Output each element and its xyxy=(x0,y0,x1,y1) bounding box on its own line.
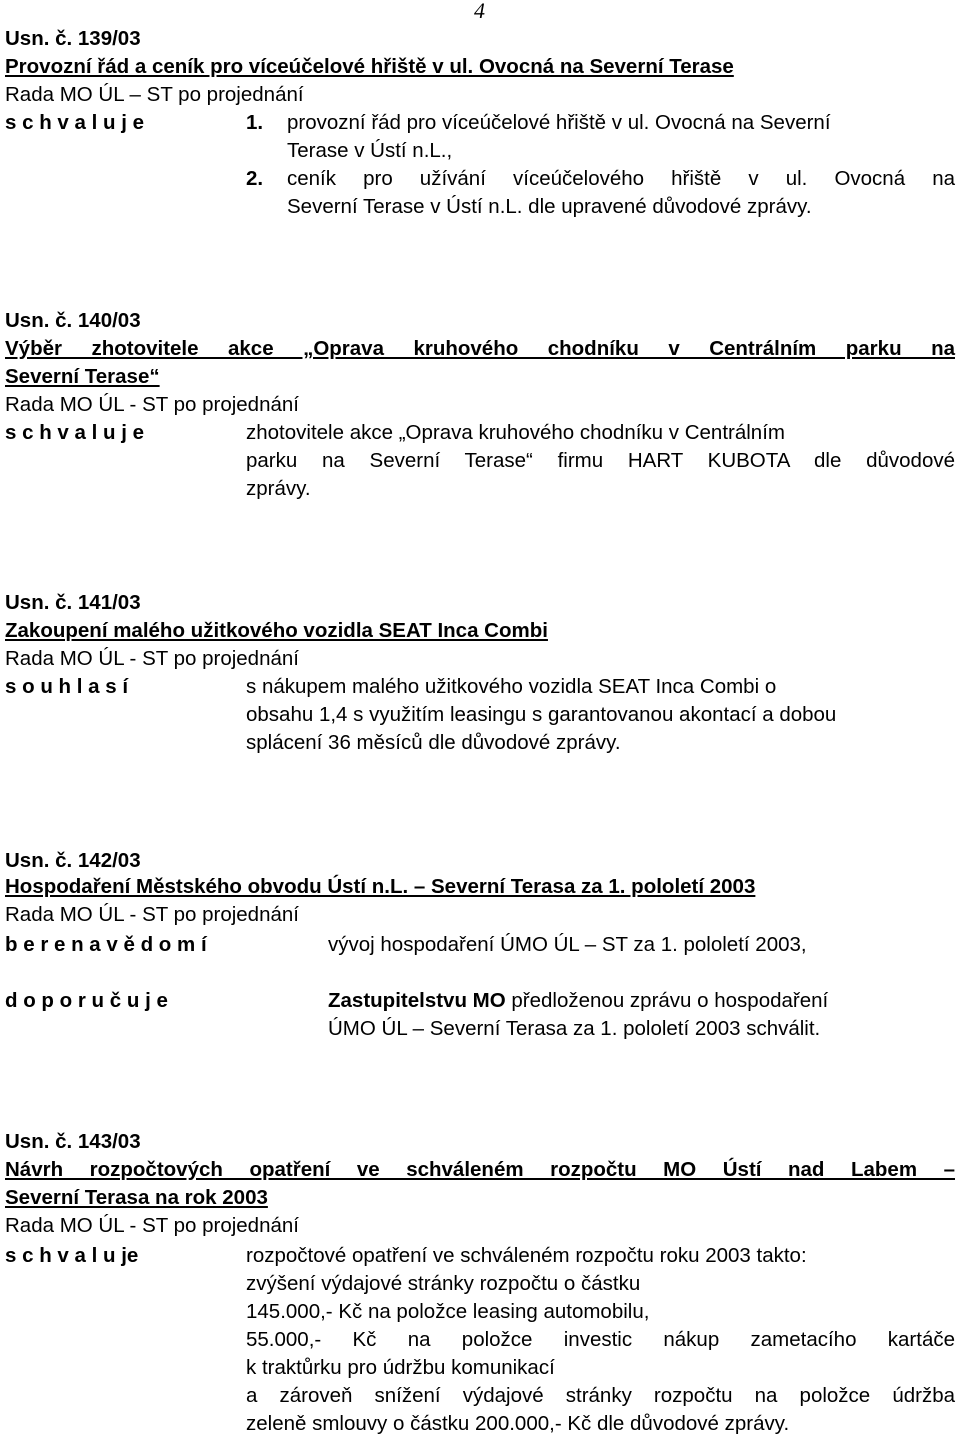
council-line: Rada MO ÚL - ST po projednání xyxy=(5,903,299,926)
resolution-text: zvýšení výdajové stránky rozpočtu o částku xyxy=(246,1272,641,1295)
resolution-text: vývoj hospodaření ÚMO ÚL – ST za 1. pololetí 2003, xyxy=(328,933,807,956)
resolution-verb: s c h v a l u j e xyxy=(5,111,145,134)
resolution-verb: s o u h l a s í xyxy=(5,675,129,698)
recipient-label: Zastupitelstvu MO xyxy=(328,989,506,1012)
resolution-number: Usn. č. 141/03 xyxy=(5,591,141,614)
council-line: Rada MO ÚL – ST po projednání xyxy=(5,83,304,106)
item-text: Severní Terase v Ústí n.L. dle upravené důvodové zprávy. xyxy=(287,195,812,218)
resolution-text: splácení 36 měsíců dle důvodové zprávy. xyxy=(246,731,621,754)
resolution-text: 55.000,- Kč na položce investic nákup zametacího kartáče xyxy=(246,1328,955,1351)
resolution-number: Usn. č. 139/03 xyxy=(5,27,141,50)
resolution-number: Usn. č. 142/03 xyxy=(5,849,141,872)
resolution-verb: d o p o r u č u j e xyxy=(5,989,168,1012)
resolution-text: s nákupem malého užitkového vozidla SEAT Inca Combi o xyxy=(246,675,777,698)
resolution-text: zprávy. xyxy=(246,477,311,500)
item-number: 2. xyxy=(246,167,264,190)
resolution-title: Severní Terasa na rok 2003 xyxy=(5,1186,268,1209)
council-line: Rada MO ÚL - ST po projednání xyxy=(5,647,299,670)
resolution-text: k traktůrku pro údržbu komunikací xyxy=(246,1356,555,1379)
council-line: Rada MO ÚL - ST po projednání xyxy=(5,393,299,416)
resolution-title: Výběr zhotovitele akce „Oprava kruhového chodníku v Centrálním parku na xyxy=(5,337,955,360)
resolution-title: Provozní řád a ceník pro víceúčelové hřiště v ul. Ovocná na Severní Terase xyxy=(5,55,734,78)
resolution-text: 145.000,- Kč na položce leasing automobilu, xyxy=(246,1300,650,1323)
resolution-title: Severní Terase“ xyxy=(5,365,160,388)
page-number: 4 xyxy=(474,0,485,23)
recipient-text: předloženou zprávu o hospodaření xyxy=(505,989,829,1012)
resolution-verb: s c h v a l u j e xyxy=(5,421,145,444)
resolution-number: Usn. č. 140/03 xyxy=(5,309,141,332)
resolution-title: Návrh rozpočtových opatření ve schváleném rozpočtu MO Ústí nad Labem – xyxy=(5,1158,955,1181)
resolution-text: ÚMO ÚL – Severní Terasa za 1. pololetí 2003 schválit. xyxy=(328,1017,821,1040)
resolution-text: zeleně smlouvy o částku 200.000,- Kč dle důvodové zprávy. xyxy=(246,1412,790,1435)
resolution-text: rozpočtové opatření ve schváleném rozpočtu roku 2003 takto: xyxy=(246,1244,807,1267)
item-text: provozní řád pro víceúčelové hřiště v ul. Ovocná na Severní xyxy=(287,111,831,134)
item-text: ceník pro užívání víceúčelového hřiště v ul. Ovocná na xyxy=(287,167,955,190)
resolution-number: Usn. č. 143/03 xyxy=(5,1130,141,1153)
item-text: Terase v Ústí n.L., xyxy=(287,139,453,162)
resolution-text: obsahu 1,4 s využitím leasingu s garantovanou akontací a dobou xyxy=(246,703,837,726)
resolution-title: Hospodaření Městského obvodu Ústí n.L. – Severní Terasa za 1. pololetí 2003 xyxy=(5,875,756,898)
resolution-text: zhotovitele akce „Oprava kruhového chodníku v Centrálním xyxy=(246,421,785,444)
resolution-title: Zakoupení malého užitkového vozidla SEAT Inca Combi xyxy=(5,619,548,642)
resolution-text: a zároveň snížení výdajové stránky rozpočtu na položce údržba xyxy=(246,1384,955,1407)
council-line: Rada MO ÚL - ST po projednání xyxy=(5,1214,299,1237)
resolution-text: parku na Severní Terase“ firmu HART KUBOTA dle důvodové xyxy=(246,449,955,472)
resolution-text xyxy=(328,987,828,1015)
resolution-verb: b e r e n a v ě d o m í xyxy=(5,933,207,956)
resolution-verb: s c h v a l u je xyxy=(5,1244,139,1267)
item-number: 1. xyxy=(246,111,264,134)
